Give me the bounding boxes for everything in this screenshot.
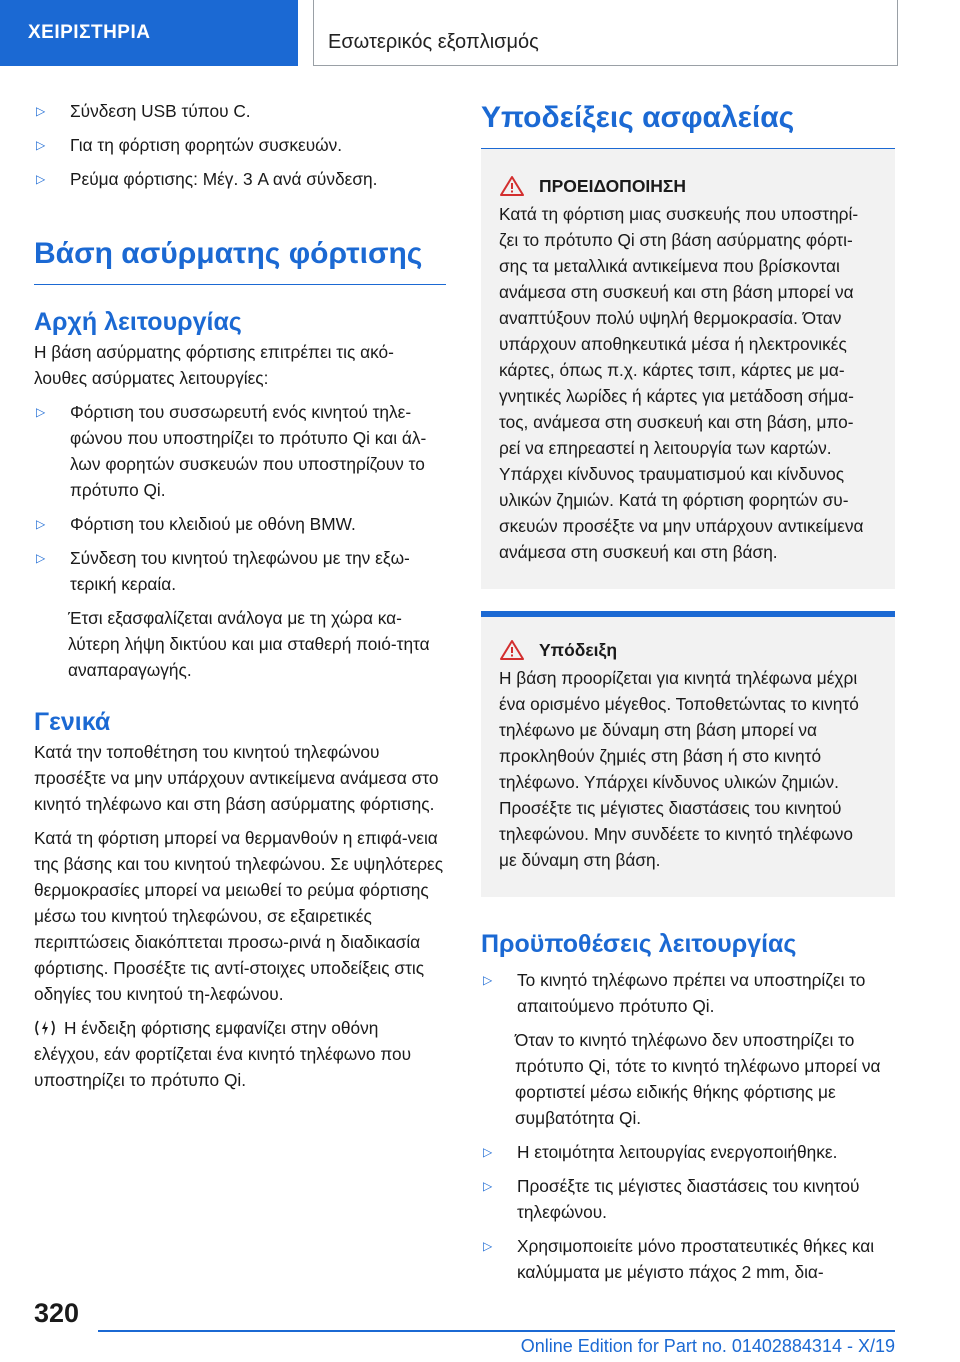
warning-triangle-icon <box>499 175 525 197</box>
notice-box <box>481 611 895 897</box>
list-item <box>34 166 446 192</box>
left-column <box>34 98 446 1101</box>
charging-indicator-paragraph <box>34 1015 446 1093</box>
list-item-text: Για τη φόρτιση φορητών συσκευών. <box>70 135 343 155</box>
list-item-text: Φόρτιση του κλειδιού με οθόνη BMW. <box>70 514 356 534</box>
triangle-right-icon: ▷ <box>36 551 46 565</box>
triangle-right-icon: ▷ <box>483 1239 493 1253</box>
edition-label: Online Edition for Part no. 01402884314 - X/19 <box>520 1336 895 1356</box>
warning-box-header <box>481 175 873 197</box>
subsection-heading: Γενικά <box>34 708 111 736</box>
triangle-right-icon: ▷ <box>36 405 46 419</box>
list-item-note: Όταν το κινητό τηλέφωνο δεν υποστηρίζει το πρότυπο Qi, τότε το κινητό τηλέφωνο μπορεί να φορτιστεί μέσω ειδικής θήκης φόρτισης με συμβατότητα Qi. <box>515 1030 881 1128</box>
notice-text: Η βάση προορίζεται για κινητά τηλέφωνα μέχρι ένα ορισμένο μέγεθος. Τοποθετώντας το κινητό τηλέφωνο με δύναμη στη βάση μπορεί να προκληθούν ζημιές στη βάση ή στο κινητό τηλέφωνο. Υπάρχει κίνδυνος υλικών ζημιών. Προσέξτε τις μέγιστες διαστάσεις του κινητού τηλεφώνου. Μην συνδέετε το κινητό τηλέφωνο με δύναμη στη βάση. <box>499 668 859 870</box>
list-item-text: Σύνδεση USB τύπου C. <box>70 101 251 121</box>
triangle-right-icon: ▷ <box>36 104 46 118</box>
triangle-right-icon: ▷ <box>36 138 46 152</box>
paragraph: Η βάση ασύρματης φόρτισης επιτρέπει τις ακό-λουθες ασύρματες λειτουργίες: <box>34 342 394 388</box>
page-number: 320 <box>34 1298 80 1328</box>
section-heading: Βάση ασύρματης φόρτισης <box>34 234 446 285</box>
list-item-text: Η ετοιμότητα λειτουργίας ενεργοποιήθηκε. <box>517 1142 838 1162</box>
list-item <box>34 511 446 537</box>
section-tab: ΧΕΙΡΙΣΤΗΡΙΑ <box>0 0 298 66</box>
list-item-text: Ρεύμα φόρτισης: Μέγ. 3 A ανά σύνδεση. <box>70 169 378 189</box>
subsection-heading: Προϋποθέσεις λειτουργίας <box>481 930 797 958</box>
triangle-right-icon: ▷ <box>483 973 493 987</box>
paragraph: Κατά τη φόρτιση μπορεί να θερμανθούν η επιφά-νεια της βάσης και του κινητού τηλεφώνου. Σε υψηλότερες θερμοκρασίες μπορεί να μειωθεί το ρεύμα φόρτισης μέσω του κινητού τηλεφώνου, σε εξαιρετικές περιπτώσεις διακόπτεται προσω-ρινά η διαδικασία φόρτισης. Προσέξτε τις αντί-στοιχες υποδείξεις στις οδηγίες του κινητού τη-λεφώνου. <box>34 828 444 1004</box>
list-item-text: Το κινητό τηλέφωνο πρέπει να υποστηρίζει το απαιτούμενο πρότυπο Qi. <box>517 970 866 1016</box>
list-item <box>481 1139 895 1165</box>
list-item <box>481 1173 895 1225</box>
paragraph: Κατά την τοποθέτηση του κινητού τηλεφώνου προσέξτε να μην υπάρχουν αντικείμενα ανάμεσα στο κινητό τηλέφωνο και στη βάση ασύρματης φόρτισης. <box>34 742 439 814</box>
triangle-right-icon: ▷ <box>483 1145 493 1159</box>
paragraph-text: Η ένδειξη φόρτισης εμφανίζει στην οθόνη ελέγχου, εάν φορτίζεται ένα κινητό τηλέφωνο που υποστηρίζει το πρότυπο Qi. <box>34 1018 412 1090</box>
list-item <box>481 967 895 1019</box>
list-item-note: Έτσι εξασφαλίζεται ανάλογα με τη χώρα κα-λύτερη λήψη δικτύου και μια σταθερή ποιό-τητα αναπαραγωγής. <box>68 608 430 680</box>
warning-triangle-icon <box>499 639 525 661</box>
list-item-text: Χρησιμοποιείτε μόνο προστατευτικές θήκες και καλύμματα με μέγιστο πάχος 2 mm, δια- <box>517 1236 875 1282</box>
warning-box <box>481 149 895 589</box>
list-item-text: Φόρτιση του συσσωρευτή ενός κινητού τηλε-φώνου που υποστηρίζει το πρότυπο Qi και άλ-λων φορητών συσκευών που υποστηρίζουν το πρότυπο Qi. <box>70 402 427 500</box>
chapter-title: Εσωτερικός εξοπλισμός <box>313 0 898 66</box>
subsection-heading: Αρχή λειτουργίας <box>34 308 242 336</box>
section-heading: Υποδείξεις ασφαλείας <box>481 98 895 149</box>
notice-box-header <box>481 639 873 661</box>
notice-title: Υπόδειξη <box>539 639 618 660</box>
list-item <box>481 1233 895 1285</box>
list-item-text: Σύνδεση του κινητού τηλεφώνου με την εξω-τερική κεραία. <box>70 548 410 594</box>
list-item <box>34 132 446 158</box>
footer-divider <box>98 1330 895 1332</box>
triangle-right-icon: ▷ <box>36 517 46 531</box>
triangle-right-icon: ▷ <box>36 172 46 186</box>
warning-text: Κατά τη φόρτιση μιας συσκευής που υποστηρί-ζει το πρότυπο Qi στη βάση ασύρματης φόρτι-σης τα μεταλλικά αντικείμενα που βρίσκονται ανάμεσα στη συσκευή και στη βάση μπορεί να αναπτύξουν πολύ υψηλή θερμοκρασία. Όταν υπάρχουν αποθηκευτικά μέσα ή ηλεκτρονικές κάρτες, όπως π.χ. κάρτες τσιπ, κάρτες με μα-γνητικές λωρίδες ή κάρτες για μετάδοση σήμα-τος, ανάμεσα στη συσκευή και στη βάση, μπο-ρεί να επηρεαστεί η λειτουργία των καρτών. Υπάρχει κίνδυνος τραυματισμού και κίνδυνος υλικών ζημιών. Κατά τη φόρτιση φορητών συ-σκευών προσέξτε να μην υπάρχουν αντικείμενα ανάμεσα στη συσκευή και στη βάση. <box>499 204 864 562</box>
list-item <box>34 399 446 503</box>
list-item-text: Προσέξτε τις μέγιστες διαστάσεις του κινητού τηλεφώνου. <box>517 1176 860 1222</box>
right-column <box>481 98 895 1293</box>
page-header <box>0 0 960 68</box>
warning-title: ΠΡΟΕΙΔΟΠΟΙΗΣΗ <box>539 175 687 196</box>
list-item <box>34 98 446 124</box>
triangle-right-icon: ▷ <box>483 1179 493 1193</box>
list-item <box>34 545 446 597</box>
wireless-charging-icon <box>34 1019 56 1037</box>
